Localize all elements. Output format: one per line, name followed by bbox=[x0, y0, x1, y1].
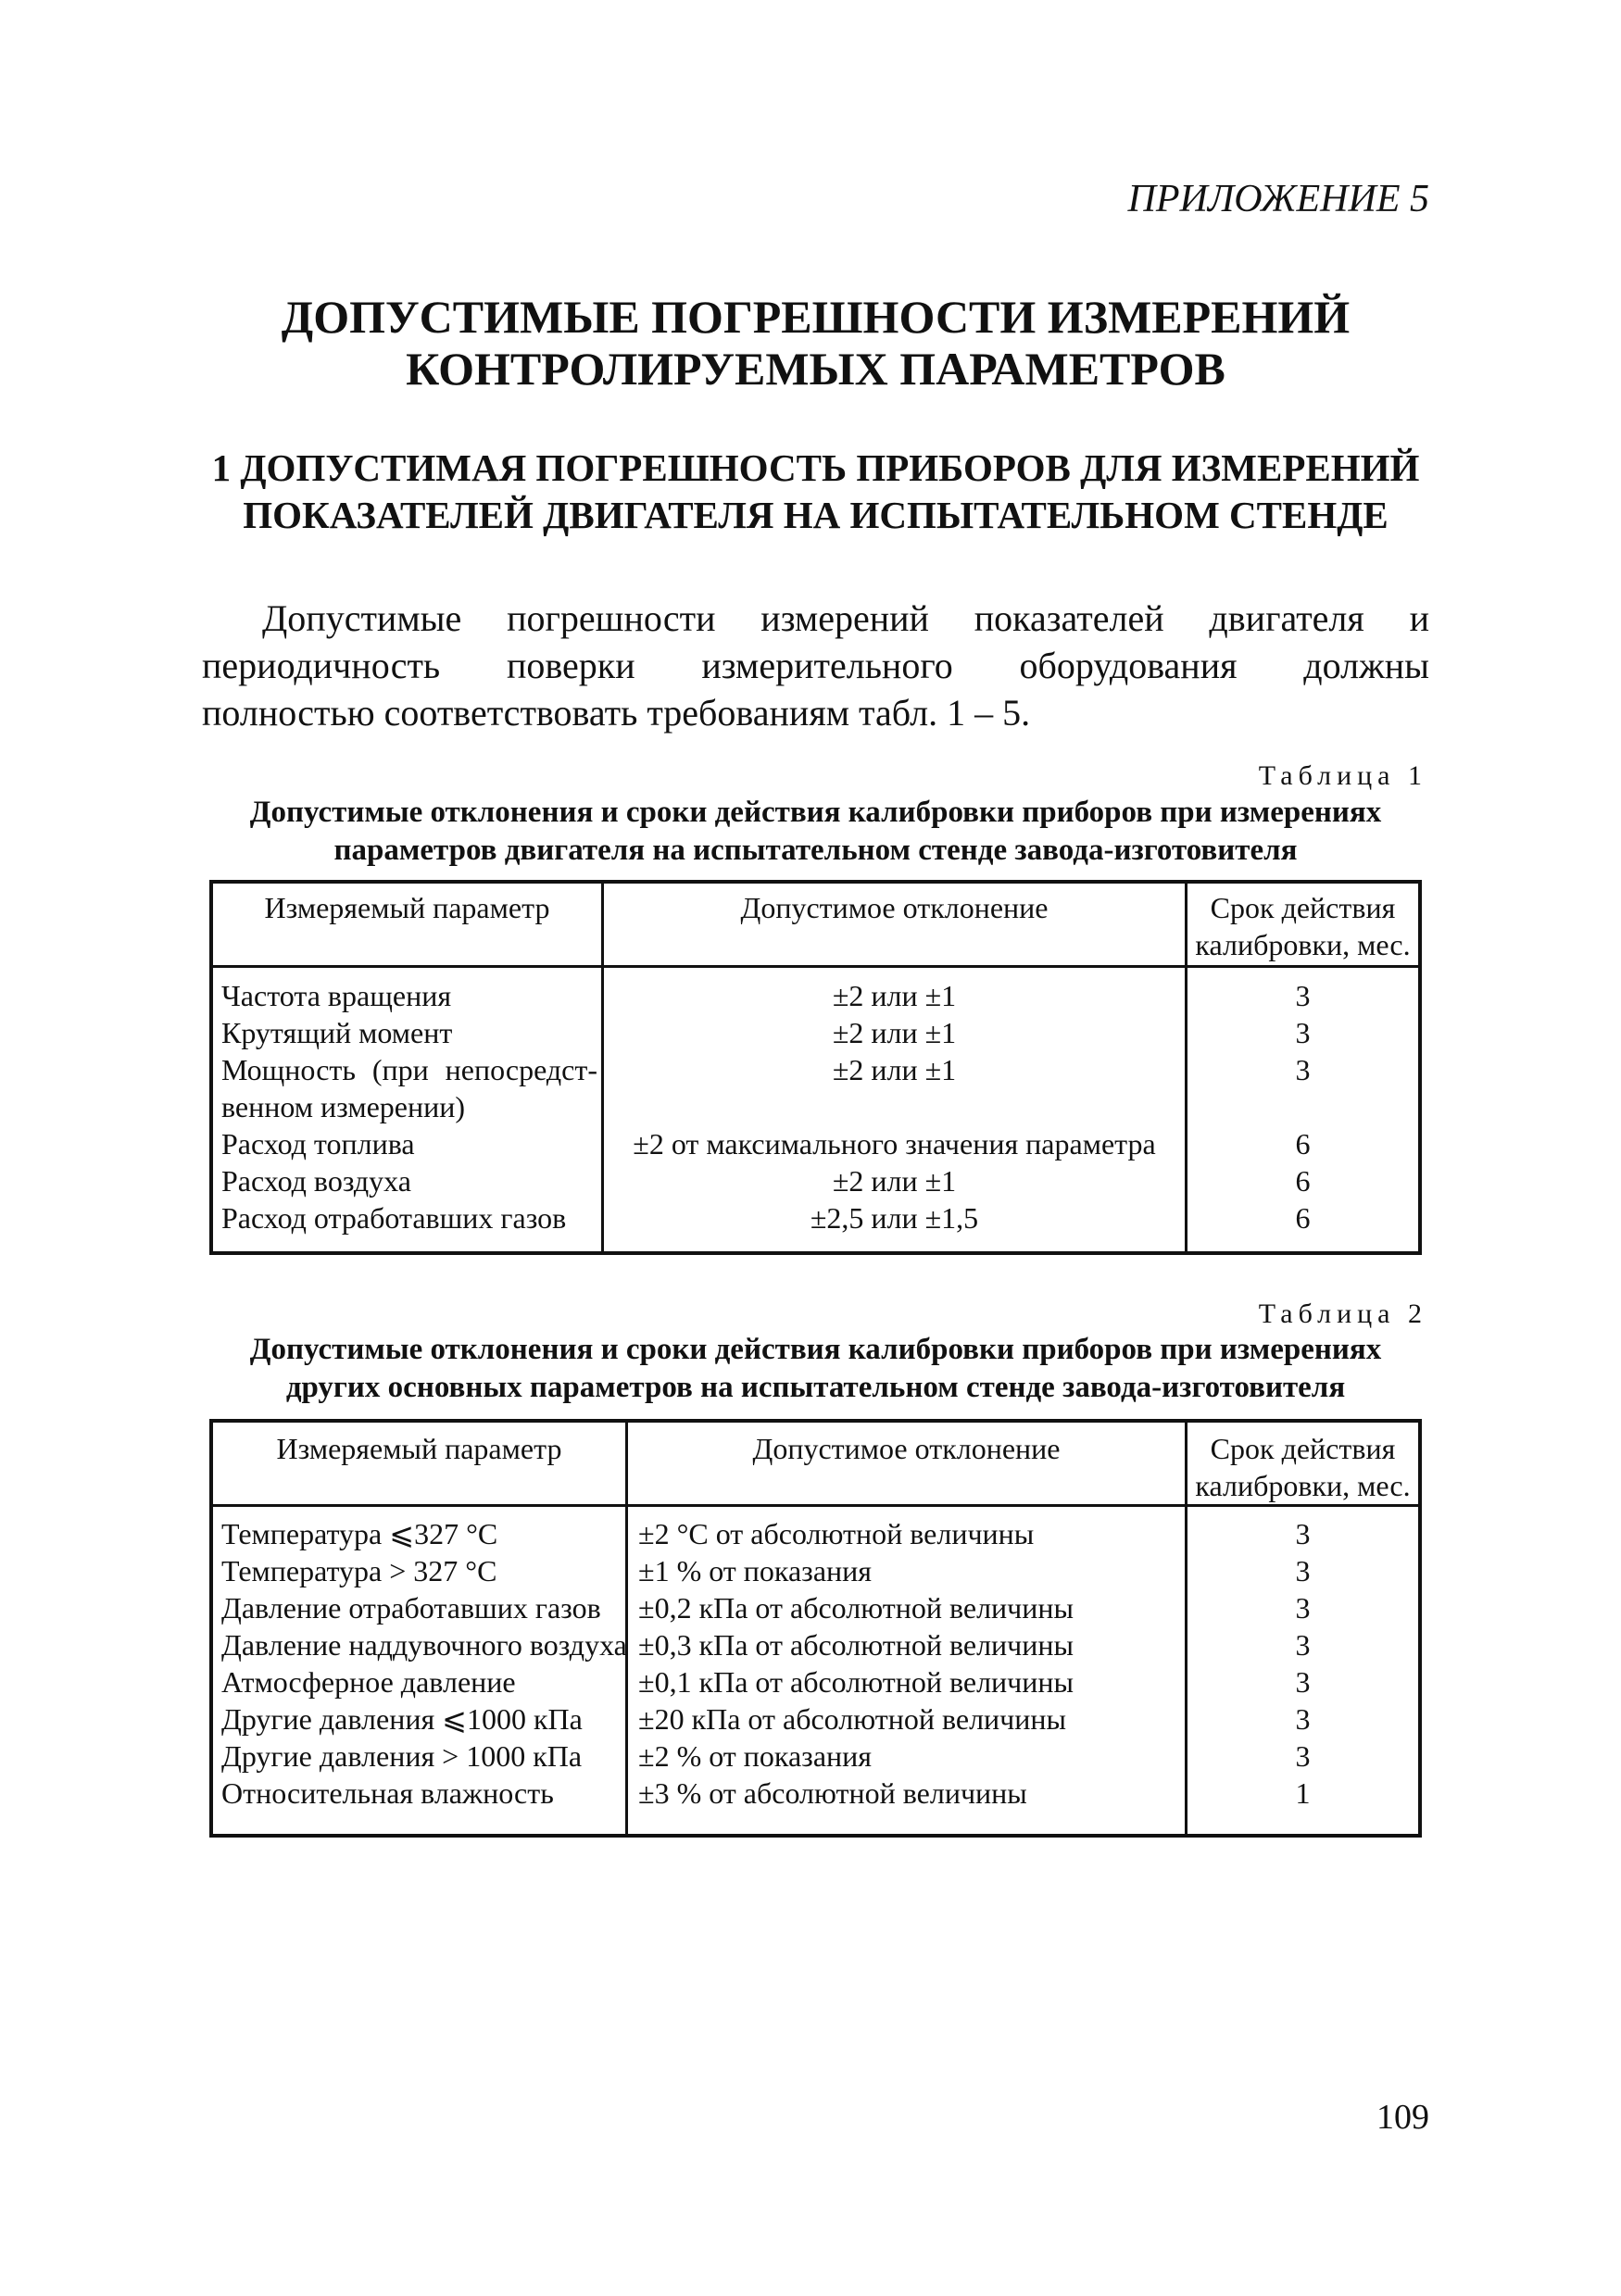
table-1-label: Таблица 1 bbox=[1258, 760, 1427, 791]
parameter-cell: Давление наддувочного воздуха bbox=[213, 1626, 628, 1663]
deviation-cell: ±2 от максимального значения параметра bbox=[604, 1125, 1187, 1162]
table-2-caption bbox=[202, 1331, 1429, 1407]
period-cell: 1 bbox=[1295, 1776, 1311, 1810]
deviation-cell: ±2 или ±1 bbox=[604, 968, 1187, 1014]
body-paragraph bbox=[202, 595, 1429, 736]
page-title bbox=[202, 291, 1429, 395]
deviation-cell: ±20 кПа от абсолютной величины bbox=[628, 1700, 1187, 1738]
period-cell: 3 bbox=[1295, 1517, 1311, 1550]
table-row bbox=[213, 1051, 1418, 1125]
caption-line: Допустимые отклонения и сроки действия калибровки приборов при измерениях bbox=[249, 796, 1382, 829]
table-row bbox=[213, 1700, 1418, 1738]
header-parameter: Измеряемый параметр bbox=[213, 1423, 628, 1507]
deviation-cell: ±2 или ±1 bbox=[604, 1051, 1187, 1125]
period-cell: 3 bbox=[1295, 1053, 1311, 1086]
table-row bbox=[213, 1125, 1418, 1162]
deviation-cell: ±1 % от показания bbox=[628, 1552, 1187, 1589]
period-cell: 6 bbox=[1295, 1164, 1311, 1198]
table-row bbox=[213, 1507, 1418, 1552]
table-row bbox=[213, 1663, 1418, 1700]
parameter-line: Мощность (при непосредст- bbox=[221, 1053, 597, 1086]
table-row bbox=[213, 1738, 1418, 1775]
title-line: КОНТРОЛИРУЕМЫХ ПАРАМЕТРОВ bbox=[406, 343, 1225, 395]
paragraph-line: периодичность поверки измерительного оборудования должны bbox=[202, 645, 1429, 686]
parameter-cell: Расход отработавших газов bbox=[213, 1199, 604, 1251]
table-header-row bbox=[213, 1423, 1418, 1507]
table-header-row bbox=[213, 884, 1418, 968]
deviation-cell: ±0,1 кПа от абсолютной величины bbox=[628, 1663, 1187, 1700]
parameter-cell: Атмосферное давление bbox=[213, 1663, 628, 1700]
section-heading bbox=[202, 445, 1429, 539]
period-cell: 3 bbox=[1295, 1702, 1311, 1736]
caption-line: параметров двигателя на испытательном стенде завода-изготовителя bbox=[333, 834, 1298, 867]
appendix-label: ПРИЛОЖЕНИЕ 5 bbox=[1127, 178, 1429, 220]
header-period bbox=[1187, 884, 1418, 968]
table-row bbox=[213, 968, 1418, 1014]
table-1-caption bbox=[202, 794, 1429, 870]
parameter-cell: Частота вращения bbox=[213, 968, 604, 1014]
parameter-line: венном измерении) bbox=[221, 1090, 466, 1123]
parameter-cell: Расход воздуха bbox=[213, 1162, 604, 1199]
table-row bbox=[213, 1775, 1418, 1834]
parameter-cell: Другие давления > 1000 кПа bbox=[213, 1738, 628, 1775]
header-period bbox=[1187, 1423, 1418, 1507]
deviation-cell: ±0,3 кПа от абсолютной величины bbox=[628, 1626, 1187, 1663]
period-cell: 3 bbox=[1295, 1016, 1311, 1049]
deviation-cell: ±0,2 кПа от абсолютной величины bbox=[628, 1589, 1187, 1626]
table-2 bbox=[209, 1419, 1422, 1838]
paragraph-line: полностью соответствовать требованиям табл. 1 – 5. bbox=[202, 692, 1031, 734]
table-row bbox=[213, 1626, 1418, 1663]
section-heading-line: ПОКАЗАТЕЛЕЙ ДВИГАТЕЛЯ НА ИСПЫТАТЕЛЬНОМ СТЕНДЕ bbox=[243, 494, 1389, 536]
header-period-line: Срок действия bbox=[1210, 891, 1396, 924]
parameter-cell: Температура > 327 °С bbox=[213, 1552, 628, 1589]
table-1 bbox=[209, 880, 1422, 1255]
period-cell: 3 bbox=[1295, 1628, 1311, 1662]
period-cell: 6 bbox=[1295, 1201, 1311, 1235]
table-row bbox=[213, 1199, 1418, 1251]
deviation-cell: ±2 % от показания bbox=[628, 1738, 1187, 1775]
period-cell: 3 bbox=[1295, 1591, 1311, 1625]
header-deviation: Допустимое отклонение bbox=[628, 1423, 1187, 1507]
period-cell: 3 bbox=[1295, 1554, 1311, 1587]
parameter-cell: Относительная влажность bbox=[213, 1775, 628, 1834]
parameter-cell: Расход топлива bbox=[213, 1125, 604, 1162]
deviation-cell: ±3 % от абсолютной величины bbox=[628, 1775, 1187, 1834]
caption-line: Допустимые отклонения и сроки действия калибровки приборов при измерениях bbox=[249, 1333, 1382, 1366]
period-cell: 3 bbox=[1295, 1665, 1311, 1699]
section-heading-line: 1 ДОПУСТИМАЯ ПОГРЕШНОСТЬ ПРИБОРОВ ДЛЯ ИЗМЕРЕНИЙ bbox=[211, 446, 1420, 489]
deviation-cell: ±2 °С от абсолютной величины bbox=[628, 1507, 1187, 1552]
deviation-cell: ±2 или ±1 bbox=[604, 1014, 1187, 1051]
header-period-line: калибровки, мес. bbox=[1195, 1469, 1411, 1502]
table-row bbox=[213, 1014, 1418, 1051]
paragraph-line: Допустимые погрешности измерений показателей двигателя и bbox=[262, 597, 1429, 639]
table-row bbox=[213, 1552, 1418, 1589]
parameter-cell: Температура ⩽327 °С bbox=[213, 1507, 628, 1552]
header-deviation: Допустимое отклонение bbox=[604, 884, 1187, 968]
table-row bbox=[213, 1589, 1418, 1626]
parameter-cell: Крутящий момент bbox=[213, 1014, 604, 1051]
period-cell: 3 bbox=[1295, 1739, 1311, 1773]
title-line: ДОПУСТИМЫЕ ПОГРЕШНОСТИ ИЗМЕРЕНИЙ bbox=[281, 291, 1351, 343]
header-parameter: Измеряемый параметр bbox=[213, 884, 604, 968]
period-cell: 3 bbox=[1295, 979, 1311, 1012]
header-period-line: Срок действия bbox=[1210, 1432, 1396, 1465]
deviation-cell: ±2 или ±1 bbox=[604, 1162, 1187, 1199]
caption-line: других основных параметров на испытательном стенде завода-изготовителя bbox=[285, 1371, 1346, 1404]
parameter-cell: Давление отработавших газов bbox=[213, 1589, 628, 1626]
deviation-cell: ±2,5 или ±1,5 bbox=[604, 1199, 1187, 1251]
parameter-cell bbox=[213, 1051, 604, 1125]
parameter-cell: Другие давления ⩽1000 кПа bbox=[213, 1700, 628, 1738]
header-period-line: калибровки, мес. bbox=[1195, 928, 1411, 961]
table-2-label: Таблица 2 bbox=[1258, 1299, 1427, 1329]
table-row bbox=[213, 1162, 1418, 1199]
page-number: 109 bbox=[1376, 2098, 1429, 2137]
period-cell: 6 bbox=[1295, 1127, 1311, 1161]
